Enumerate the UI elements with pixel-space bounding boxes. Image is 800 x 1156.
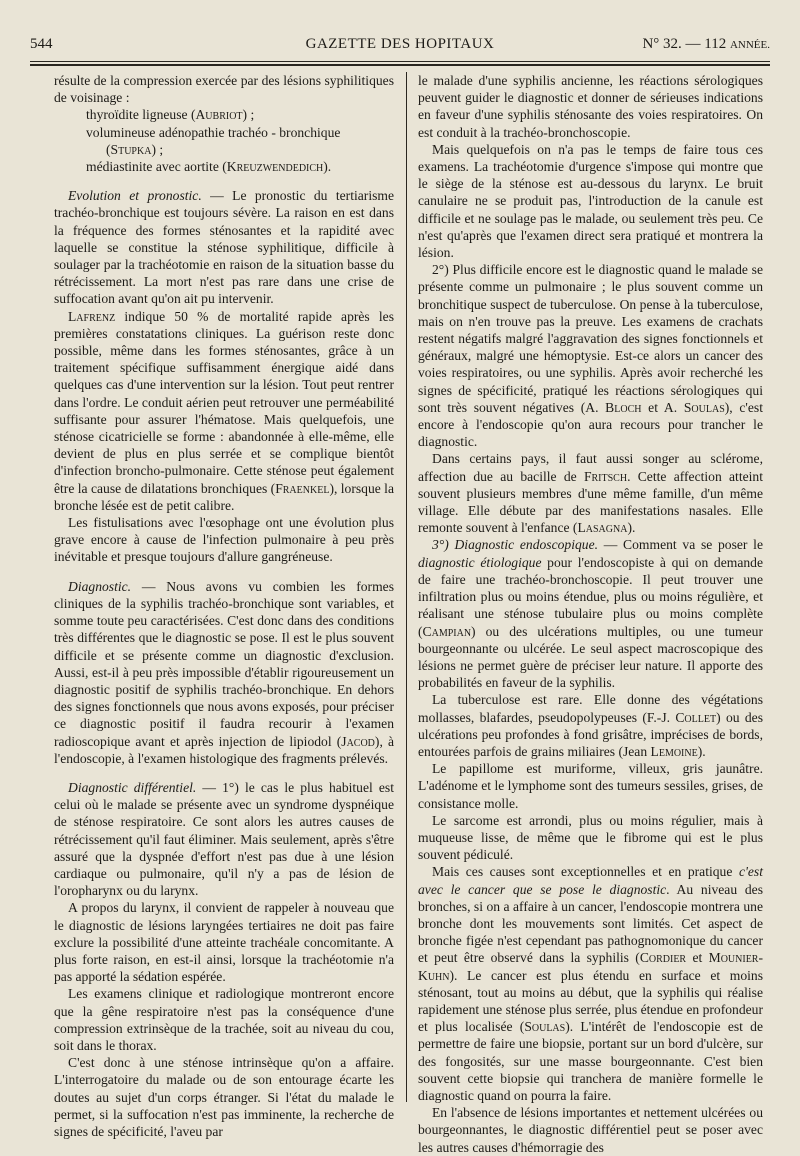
paragraph: le malade d'une syphilis ancienne, les réactions sérologiques peuvent guider le diagnostic et donner de sérieuses indications en faveur d'une syphilis sténosante des voies respiratoires. On est conduit à la trachéo-bronchoscopie. bbox=[418, 73, 763, 140]
paragraph bbox=[418, 691, 763, 760]
emphasis: c'est avec le cancer que se pose le diagnostic bbox=[418, 864, 763, 897]
section-endoscopic bbox=[418, 536, 763, 691]
paragraph bbox=[418, 261, 763, 450]
text: ). bbox=[697, 743, 706, 759]
author-name: Kreuzwendedich bbox=[226, 159, 324, 175]
paragraph: En l'absence de lésions importantes et nettement ulcérées ou bourgeonnantes, le diagnostic différentiel peut se poser avec les autres causes d'hémorragie des bbox=[418, 1105, 763, 1155]
header-rule-thick bbox=[30, 64, 770, 66]
author-name: Jacod bbox=[341, 733, 375, 749]
text: Mais ces causes sont exceptionnelles et en pratique bbox=[432, 864, 739, 880]
paragraph bbox=[418, 450, 763, 536]
text: . Au niveau des bronches, si on a affaire à un cancer, l'endoscopie montrera une bronche dont les mouvements sont limités. Cet aspect de bronche figée n'est cependant pas pathognomonique du cancer et peut être observé dans la syphilis ( bbox=[418, 881, 763, 966]
section-heading: Evolution et pronostic. bbox=[68, 188, 202, 204]
text: ). bbox=[627, 520, 636, 536]
text: — 1°) le cas le plus habituel est celui où le malade se présente avec un syndrome dyspnéique de sténose respiratoire. Ce sont alors les autres causes de rétrécissement qu'il faut éliminer. Mais seulement, après s'être assuré que la dyspnée d'effort n'est pas due à une lésion cardiaque ou pulmonaire, qu'il n'y a pas de lésion de l'oropharynx ou du larynx. bbox=[54, 779, 394, 899]
text: ) ou des ulcérations peu profondes à fond grisâtre, imprécises de bords, entourées parfois de grains miliaires (Jean bbox=[418, 709, 763, 759]
paragraph: Mais quelquefois on n'a pas le temps de faire tous ces examens. La trachéotomie d'urgence s'impose qui montre que le siège de la sténose est au-dessous du larynx. Le bruit canulaire ne se produit pas, l'introduction de la canule est difficile et ne soulage pas le malade, ou seulement très peu. Ce n'est qu'après que l'examen direct sera pratiqué et montrera la lésion. bbox=[418, 141, 763, 261]
author-name: Stupka bbox=[110, 141, 152, 157]
text: et A. bbox=[641, 399, 684, 415]
section-differential bbox=[54, 779, 394, 899]
text: ). bbox=[323, 159, 332, 175]
text: thyroïdite ligneuse ( bbox=[86, 107, 196, 123]
list-item bbox=[54, 106, 394, 123]
text: médiastinite avec aortite ( bbox=[86, 159, 227, 175]
column-divider bbox=[406, 72, 407, 1102]
author-name: Lemoine bbox=[650, 743, 698, 759]
paragraph: C'est donc à une sténose intrinsèque qu'on a affaire. L'interrogatoire du malade ou de son entourage écarte les doutes au sujet d'un corps étranger. Si l'état du malade le permet, si la suffocation n'est pas imminente, la recherche de signes de spécificité, l'aveu par bbox=[54, 1055, 394, 1139]
author-name: Bloch bbox=[605, 399, 642, 415]
paragraph: A propos du larynx, il convient de rappeler à nouveau que le diagnostic de lésions laryngées tertiaires ne doit pas faire exclure la possibilité d'une atteinte trachéale concomitante. A plus forte raison, en est-il ainsi, lorsque la trachéotomie n'a pas apporté la sédation espérée. bbox=[54, 900, 394, 985]
paragraph: Le papillome est muriforme, villeux, gris jaunâtre. L'adénome et le lymphome sont des tumeurs sessiles, grises, de consistance molle. bbox=[418, 761, 763, 811]
author-name: Mounier-Kuhn bbox=[418, 950, 763, 983]
section-diagnostic bbox=[54, 578, 394, 767]
text: — Comment va se poser le bbox=[598, 537, 763, 553]
text: ), à l'endoscopie, à l'examen histologique des fragments prélevés. bbox=[54, 733, 395, 766]
text: ). L'intérêt de l'endoscopie est de permettre de faire une biopsie, portant sur un bord d'ulcère, sur des fongosités, sur une masse bourgeonnante. C'est bien souvent cette biopsie qui tranchera de manière formelle le diagnostic quand on pourra la faire. bbox=[418, 1019, 764, 1103]
page-header bbox=[30, 30, 770, 60]
text: — Le pronostic du tertiarisme trachéo-bronchique est toujours sévère. La raison en est dans la fréquence des formes sténosantes et la rapidité avec laquelle se constitue la sténose syphilitique, difficile à soulager par la trachéotomie en raison de la situation basse du rétrécissement. La mort n'est pas rare dans une crise de suffocation avant qu'on ait pu intervenir. bbox=[54, 188, 395, 307]
section-heading: Diagnostic. bbox=[68, 578, 132, 594]
journal-title: GAZETTE DES HOPITAUX bbox=[305, 36, 495, 52]
author-name: Fraenkel bbox=[275, 480, 330, 496]
text: ), lorsque la bronche lésée est de petit calibre. bbox=[54, 480, 394, 513]
page-number: 544 bbox=[30, 36, 53, 52]
section-heading: Diagnostic différentiel. bbox=[68, 779, 197, 795]
paragraph: résulte de la compression exercée par des lésions syphilitiques de voisinage : bbox=[54, 73, 394, 106]
text: La tuberculose est rare. Elle donne des végétations mollasses, blafardes, pseudopolypeuses (F.-J. bbox=[418, 692, 763, 725]
author-name: Cordier bbox=[639, 950, 687, 966]
paragraph: Les fistulisations avec l'œsophage ont une évolution plus grave encore à cause de l'infection pulmonaire à peu près inévitable et presque toujours d'allure gangréneuse. bbox=[54, 515, 394, 565]
author-name: Lasagna bbox=[577, 520, 628, 536]
text: 2°) Plus difficile encore est le diagnostic quand le malade se présente comme un pulmonaire ; le plus souvent comme un bronchitique suspect de tuberculose. On pense à la tuberculose, mais on n'en trouve pas la preuve. Les examens de crachats restent négatifs malgré l'aggravation des signes fonctionnels et généraux, malgré une hémoptysie. Est-ce alors un cancer des voies respiratoires, ou une syphilis. Après avoir recherché les signes de spécificité, pratiqué les réactions sérologiques qui sont très souvent négatives (A. bbox=[418, 262, 763, 415]
paragraph bbox=[54, 308, 394, 514]
text: ( bbox=[106, 141, 111, 157]
text: pour l'endoscopiste à qui on demande de faire une trachéo-bronchoscopie. Il peut trouver une infiltration plus ou moins étendue, plus ou moins régulière, et réalisant une sténose tubulaire plus ou moins complète ( bbox=[418, 554, 763, 639]
text: ) ; bbox=[242, 107, 255, 123]
right-column bbox=[418, 72, 764, 1155]
text: et bbox=[686, 950, 709, 966]
list-item: volumineuse adénopathie trachéo - bronchique bbox=[86, 124, 341, 140]
author-name: Lafrenz bbox=[68, 308, 116, 324]
text: ). Le cancer est plus étendu en surface et moins sténosant, tout au moins au début, que la syphilis qui réalise rapidement une sténose plus serrée, plus étendue en profondeur et plus localisée ( bbox=[418, 967, 763, 1035]
header-rule-thin bbox=[30, 61, 770, 62]
text: — Nous avons vu combien les formes cliniques de la syphilis trachéo-bronchique sont variables, et somme toute peu caractérisées. C'est donc dans des conditions très différentes que le diagnostic se pose. Il est le plus souvent difficile et se présente comme un diagnostic d'exclusion. Aussi, est-il à peu près impossible d'établir rigoureusement un diagnostic positif de syphilis trachéo-bronchique. En dehors des signes fonctionnels que nous avons exposés, pour préciser ce diagnostic positif il faudra recourir à l'examen radioscopique avant et après injection de lipiodol ( bbox=[54, 578, 394, 749]
emphasis: diagnostic étiologique bbox=[418, 554, 542, 570]
section-evolution bbox=[54, 187, 394, 307]
section-heading: 3°) Diagnostic endoscopique. bbox=[432, 537, 599, 553]
author-name: Campian bbox=[422, 623, 472, 639]
text: ) ; bbox=[151, 141, 164, 157]
issue-suffix: ANNÉE. bbox=[729, 39, 770, 51]
left-column bbox=[54, 72, 395, 1139]
text: Dans certains pays, il faut aussi songer au sclérome, affection due au bacille de bbox=[418, 451, 763, 484]
author-name: Soulas bbox=[524, 1019, 566, 1035]
paragraph: Les examens clinique et radiologique montreront encore que la gêne respiratoire n'est pas la conséquence d'une compression extrinsèque de la trachée, soit au niveau du cou, soit dans le thorax. bbox=[54, 986, 394, 1053]
author-name: Fritsch bbox=[583, 468, 628, 484]
text: ) ou des ulcérations multiples, ou une tumeur bourgeonnante ou ulcérée. Le seul aspect macroscopique des lésions ne permet guère de préciser leur nature. Il apporte des probabilités en faveur de la syphilis. bbox=[418, 623, 763, 691]
paragraph bbox=[418, 863, 763, 1104]
author-name: Aubriot bbox=[195, 107, 243, 123]
issue-text: N° 32. — 112 bbox=[642, 36, 727, 52]
text: . Cette affection atteint souvent plusieurs membres d'une même famille, d'un même village. Elle débute par des manifestations nasales. Elle remonte souvent à l'enfance ( bbox=[418, 468, 763, 536]
text: indique 50 % de mortalité rapide après les premières constatations cliniques. La guérison reste donc possible, même dans les formes sténosantes, grâce à un traitement spécifique suffisamment énergique aidé dans quelques cas d'une intervention sur la lésion. Tout peut rentrer dans l'ordre. Le conduit aérien peut retrouver une perméabilité suffisante pour assurer l'hématose. Mais quelquefois, une sténose cicatricielle se forme : abandonnée à elle-même, elle devient de plus en plus serrée et se complique bientôt d'infection broncho-pulmonaire. Cette sténose peut également être la cause de dilatations bronchiques ( bbox=[54, 308, 394, 496]
text: ), c'est encore à l'endoscopie qu'on aura recours pour trancher le diagnostic. bbox=[418, 399, 763, 450]
list-item-continuation bbox=[54, 141, 394, 158]
issue-number bbox=[642, 36, 770, 53]
paragraph: Le sarcome est arrondi, plus ou moins régulier, mais à muqueuse lisse, de même que le fibrome qui est le plus souvent pédiculé. bbox=[418, 812, 763, 863]
list-item bbox=[54, 158, 394, 175]
author-name: Collet bbox=[675, 709, 717, 725]
author-name: Soulas bbox=[683, 399, 725, 415]
